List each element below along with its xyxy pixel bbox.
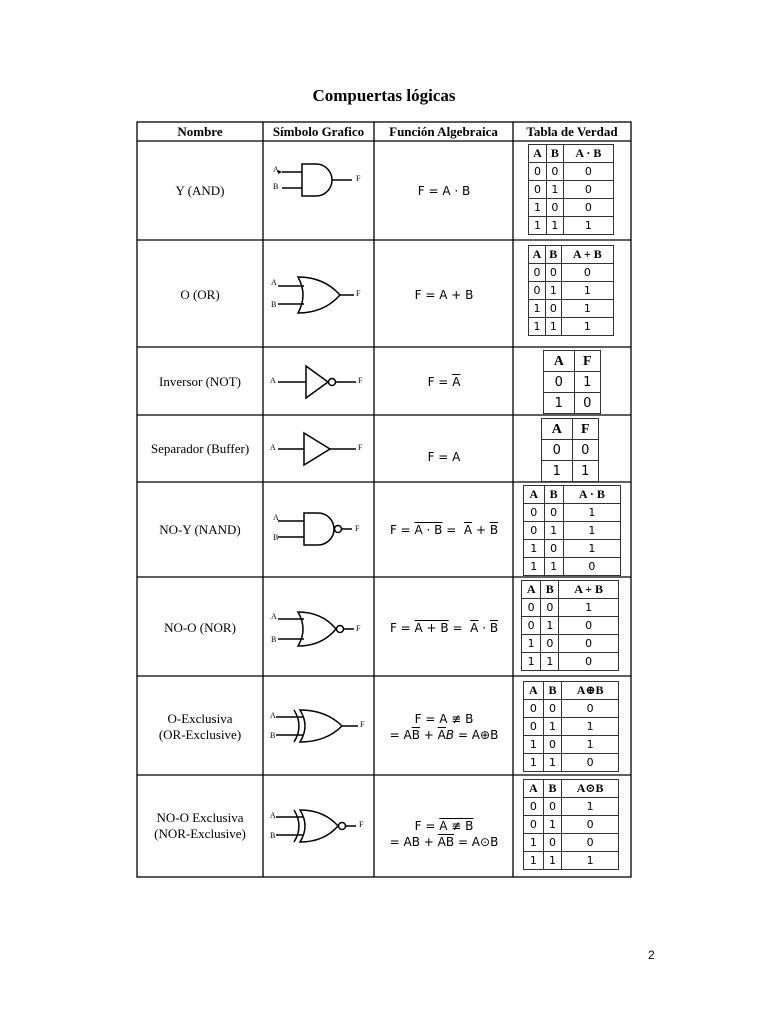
gate-name-nor: NO-O (NOR) xyxy=(164,620,236,635)
truth-table-cell: 1 xyxy=(544,522,563,540)
truth-table-cell: 0 xyxy=(543,834,561,852)
header-symbol: Símbolo Grafico xyxy=(272,124,365,139)
truth-table-cell: 0 xyxy=(563,558,620,576)
truth-table-cell: 0 xyxy=(572,440,598,461)
truth-table-cell: 0 xyxy=(574,393,600,414)
pin-b-label: B xyxy=(273,533,279,542)
truth-table-cell: 0 xyxy=(563,163,613,181)
truth-table-header-cell: A xyxy=(529,145,547,163)
truth-table-cell: 0 xyxy=(546,163,563,181)
pin-a-label: A xyxy=(273,513,279,522)
truth-table-cell: 1 xyxy=(524,736,544,754)
truth-table-cell: 0 xyxy=(524,522,545,540)
pin-a-label: A xyxy=(271,278,277,287)
function-xnor-line1: F = A ≢ B xyxy=(414,819,474,833)
truth-table-header-cell: F xyxy=(574,351,600,372)
truth-table-cell: 0 xyxy=(563,181,613,199)
truth-table-cell: 0 xyxy=(524,798,544,816)
truth-table-cell: 0 xyxy=(561,264,613,282)
xnor-gate-icon xyxy=(264,800,374,860)
gate-name-nand: NO-Y (NAND) xyxy=(159,522,241,537)
gate-name-xnor xyxy=(137,810,263,842)
truth-table-cell: 0 xyxy=(524,718,544,736)
xor-gate-symbol xyxy=(264,700,374,760)
nand-gate-symbol xyxy=(264,500,374,560)
truth-table-cell: 1 xyxy=(545,282,561,300)
truth-table-header-cell: A xyxy=(544,351,575,372)
page-title: Compuertas lógicas xyxy=(312,86,456,105)
pin-a-label: A xyxy=(270,711,276,720)
truth-table-cell: 1 xyxy=(561,300,613,318)
truth-table-cell: 1 xyxy=(546,217,563,235)
truth-table-header-cell: A · B xyxy=(563,486,620,504)
pin-a-label: A xyxy=(273,165,279,174)
pin-b-label: B xyxy=(273,182,279,191)
pin-f-label: F xyxy=(358,376,363,385)
pin-f-label: F xyxy=(359,820,364,829)
truth-table-cell: 1 xyxy=(546,181,563,199)
truth-table-cell: 0 xyxy=(559,617,619,635)
xnor-gate-symbol xyxy=(264,800,374,860)
truth-table-cell: 0 xyxy=(543,798,561,816)
truth-table-cell: 0 xyxy=(524,816,544,834)
truth-table-header-cell: B xyxy=(544,486,563,504)
truth-table-not xyxy=(543,350,601,414)
pin-a-label: A xyxy=(270,811,276,820)
truth-table-header-cell: B xyxy=(545,246,561,264)
truth-table-cell: 1 xyxy=(541,653,559,671)
truth-table-cell: 1 xyxy=(522,653,541,671)
pin-b-label: B xyxy=(271,300,277,309)
truth-table-cell: 1 xyxy=(522,635,541,653)
pin-b-label: B xyxy=(270,731,276,740)
truth-table-buffer xyxy=(541,418,599,482)
truth-table-header-cell: A · B xyxy=(563,145,613,163)
truth-table-header-cell: A xyxy=(529,246,546,264)
truth-table-cell: 0 xyxy=(562,700,619,718)
truth-table-header-cell: A xyxy=(524,780,544,798)
or-gate-symbol xyxy=(264,262,374,342)
function-xor-line1: F = A ≢ B xyxy=(414,712,474,726)
pin-f-label: F xyxy=(358,443,363,452)
truth-table-nor xyxy=(521,580,619,671)
page-number: 2 xyxy=(648,948,655,962)
function-xor-line2: = $A\overline{B} + \overline{A}B$ = A⊕B xyxy=(389,728,499,742)
header-name: Nombre xyxy=(177,124,223,139)
truth-table-cell: 1 xyxy=(524,558,545,576)
truth-table-cell: 0 xyxy=(562,754,619,772)
function-not: $F = \overline{A}$ xyxy=(427,375,461,389)
gate-name-and: Y (AND) xyxy=(175,183,225,198)
truth-table-cell: 0 xyxy=(544,504,563,522)
truth-table-cell: 0 xyxy=(529,264,546,282)
gate-name-not: Inversor (NOT) xyxy=(159,374,241,389)
or-gate-icon xyxy=(264,262,374,342)
pin-a-label: A xyxy=(271,612,277,621)
truth-table-cell: 1 xyxy=(563,540,620,558)
truth-table-cell: 1 xyxy=(572,461,598,482)
truth-table-cell: 1 xyxy=(524,852,544,870)
truth-table-xnor xyxy=(523,779,619,870)
truth-table-cell: 0 xyxy=(559,653,619,671)
function-nor: $F = A + B = \overline{A} \cdot \overline{B}$ xyxy=(389,621,499,635)
truth-table-cell: 0 xyxy=(522,599,541,617)
truth-table-header-cell: A xyxy=(524,486,545,504)
truth-table-cell: 1 xyxy=(544,558,563,576)
truth-table-cell: 1 xyxy=(562,718,619,736)
pin-f-label: F xyxy=(356,174,361,183)
truth-table-cell: 0 xyxy=(545,300,561,318)
truth-table-cell: 0 xyxy=(545,264,561,282)
truth-table-cell: 1 xyxy=(543,718,561,736)
truth-table-cell: 1 xyxy=(543,754,561,772)
gate-name-xnor-line1: NO-O Exclusiva xyxy=(156,810,244,825)
nor-gate-symbol xyxy=(264,600,374,660)
truth-table-cell: 1 xyxy=(545,318,561,336)
truth-table-cell: 1 xyxy=(524,754,544,772)
truth-table-header-cell: B xyxy=(543,682,561,700)
truth-table-cell: 1 xyxy=(529,318,546,336)
pin-a-label: A xyxy=(270,376,276,385)
truth-table-cell: 1 xyxy=(529,217,547,235)
truth-table-cell: 1 xyxy=(562,798,619,816)
truth-table-cell: 1 xyxy=(559,599,619,617)
function-buffer: F = A xyxy=(427,450,461,464)
truth-table-cell: 1 xyxy=(561,318,613,336)
truth-table-cell: 1 xyxy=(562,736,619,754)
xor-gate-icon xyxy=(264,700,374,760)
truth-table-cell: 1 xyxy=(524,540,545,558)
truth-table-cell: 0 xyxy=(562,834,619,852)
function-xor xyxy=(375,711,513,743)
truth-table-cell: 1 xyxy=(563,522,620,540)
pin-f-label: F xyxy=(355,524,360,533)
truth-table-cell: 1 xyxy=(563,217,613,235)
pin-a-label: A xyxy=(270,443,276,452)
and-gate-icon xyxy=(264,150,374,230)
pin-b-label: B xyxy=(271,635,277,644)
truth-table-header-cell: A xyxy=(524,682,544,700)
truth-table-cell: 1 xyxy=(542,461,573,482)
truth-table-cell: 1 xyxy=(541,617,559,635)
pin-f-label: F xyxy=(356,624,361,633)
truth-table-cell: 0 xyxy=(559,635,619,653)
truth-table-cell: 0 xyxy=(546,199,563,217)
function-xnor xyxy=(375,818,513,850)
truth-table-cell: 1 xyxy=(543,852,561,870)
not-gate-symbol xyxy=(264,356,374,411)
truth-table-cell: 0 xyxy=(522,617,541,635)
truth-table-nand xyxy=(523,485,621,576)
truth-table-cell: 0 xyxy=(529,282,546,300)
truth-table-cell: 0 xyxy=(524,700,544,718)
gate-name-buffer: Separador (Buffer) xyxy=(150,441,250,456)
gate-name-xor-line2: (OR-Exclusive) xyxy=(158,727,242,742)
truth-table-cell: 1 xyxy=(561,282,613,300)
truth-table-cell: 0 xyxy=(529,181,547,199)
truth-table-or xyxy=(528,245,614,336)
gate-name-xor xyxy=(137,711,263,743)
truth-table-cell: 1 xyxy=(543,816,561,834)
truth-table-cell: 0 xyxy=(543,736,561,754)
gate-name-xor-line1: O-Exclusiva xyxy=(167,711,233,726)
truth-table-cell: 1 xyxy=(544,393,575,414)
truth-table-header-cell: B xyxy=(541,581,559,599)
function-xnor-line2: = AB + $\overline{AB}$ = A⊙B xyxy=(389,835,499,849)
truth-table-cell: 0 xyxy=(544,372,575,393)
truth-table-cell: 1 xyxy=(562,852,619,870)
gate-name-xnor-line2: (NOR-Exclusive) xyxy=(154,826,246,841)
truth-table-header-cell: B xyxy=(546,145,563,163)
gate-name-or: O (OR) xyxy=(180,287,220,302)
truth-table-and xyxy=(528,144,614,235)
truth-table-cell: 1 xyxy=(529,199,547,217)
truth-table-header-cell: A xyxy=(522,581,541,599)
truth-table-xor xyxy=(523,681,619,772)
truth-table-cell: 0 xyxy=(544,540,563,558)
truth-table-cell: 0 xyxy=(541,599,559,617)
pin-f-label: F xyxy=(356,289,361,298)
function-nand: $F = A \cdot B = \overline{A} + \overline{B}$ xyxy=(389,523,499,537)
truth-table-cell: 0 xyxy=(541,635,559,653)
pin-f-label: F xyxy=(360,720,365,729)
truth-table-cell: 0 xyxy=(563,199,613,217)
buffer-gate-symbol xyxy=(264,424,374,479)
truth-table-header-cell: A + B xyxy=(561,246,613,264)
truth-table-cell: 1 xyxy=(524,834,544,852)
header-truth-table: Tabla de Verdad xyxy=(526,124,618,139)
truth-table-header-cell: A⊙B xyxy=(562,780,619,798)
truth-table-header-cell: B xyxy=(543,780,561,798)
truth-table-cell: 1 xyxy=(574,372,600,393)
truth-table-header-cell: A xyxy=(542,419,573,440)
truth-table-header-cell: F xyxy=(572,419,598,440)
function-and: F = A · B xyxy=(417,184,471,198)
truth-table-cell: 1 xyxy=(563,504,620,522)
truth-table-cell: 0 xyxy=(562,816,619,834)
header-function: Función Algebraica xyxy=(389,124,498,139)
truth-table-cell: 0 xyxy=(542,440,573,461)
function-or: F = A + B xyxy=(414,288,474,302)
pin-b-label: B xyxy=(270,831,276,840)
truth-table-cell: 0 xyxy=(543,700,561,718)
truth-table-cell: 0 xyxy=(524,504,545,522)
truth-table-cell: 0 xyxy=(529,163,547,181)
truth-table-header-cell: A + B xyxy=(559,581,619,599)
truth-table-header-cell: A⊕B xyxy=(562,682,619,700)
and-gate-symbol xyxy=(264,150,374,230)
truth-table-cell: 1 xyxy=(529,300,546,318)
